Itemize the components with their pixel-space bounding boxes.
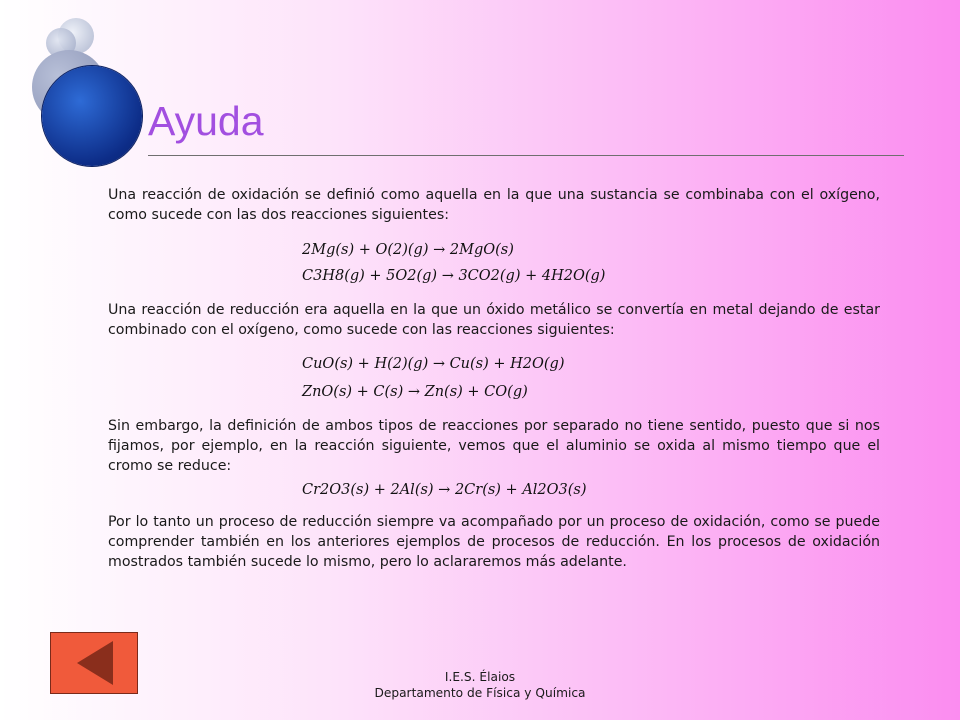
paragraph-reduction: Una reacción de reducción era aquella en la que un óxido metálico se convertía en metal dejando de estar combinado con el oxígeno, como sucede con las reacciones siguientes: <box>108 302 880 338</box>
footer-school: I.E.S. Élaios <box>444 670 516 684</box>
equation-4 <box>302 384 528 400</box>
equation-5-text: Cr2O3(s) + 2Al(s) → 2Cr(s) + Al2O3(s) <box>302 482 587 498</box>
equation-3-text: CuO(s) + H(2)(g) → Cu(s) + H2O(g) <box>302 356 565 372</box>
equation-4-text: ZnO(s) + C(s) → Zn(s) + CO(g) <box>302 384 528 400</box>
back-button[interactable] <box>50 632 138 694</box>
equation-2-text: C3H8(g) + 5O2(g) → 3CO2(g) + 4H2O(g) <box>302 268 606 284</box>
paragraph-both: Sin embargo, la definición de ambos tipos de reacciones por separado no tiene sentido, puesto que si nos fijamos, por ejemplo, en la reacción siguiente, vemos que el aluminio se oxida al mismo tiempo que el cromo se reduce: <box>108 418 880 474</box>
paragraph-conclusion: Por lo tanto un proceso de reducción siempre va acompañado por un proceso de oxidación, como se puede comprender también en los anteriores ejemplos de procesos de reducción. En los procesos de oxidación mostrados también sucede lo mismo, pero lo aclararemos más adelante. <box>108 514 880 570</box>
back-arrow-icon <box>51 633 137 693</box>
equation-1-text: 2Mg(s) + O(2)(g) → 2MgO(s) <box>302 242 514 258</box>
title-divider <box>148 155 904 156</box>
equation-3 <box>302 356 565 372</box>
equation-1 <box>302 242 514 258</box>
equation-2 <box>302 268 605 284</box>
footer-department: Departamento de Física y Química <box>374 686 586 700</box>
decorative-circle-large <box>42 66 142 166</box>
paragraph-oxidation: Una reacción de oxidación se definió como aquella en la que una sustancia se combinaba con el oxígeno, como sucede con las dos reacciones siguientes: <box>108 187 880 223</box>
equation-5 <box>302 482 587 498</box>
slide-title: Ayuda <box>148 98 264 144</box>
